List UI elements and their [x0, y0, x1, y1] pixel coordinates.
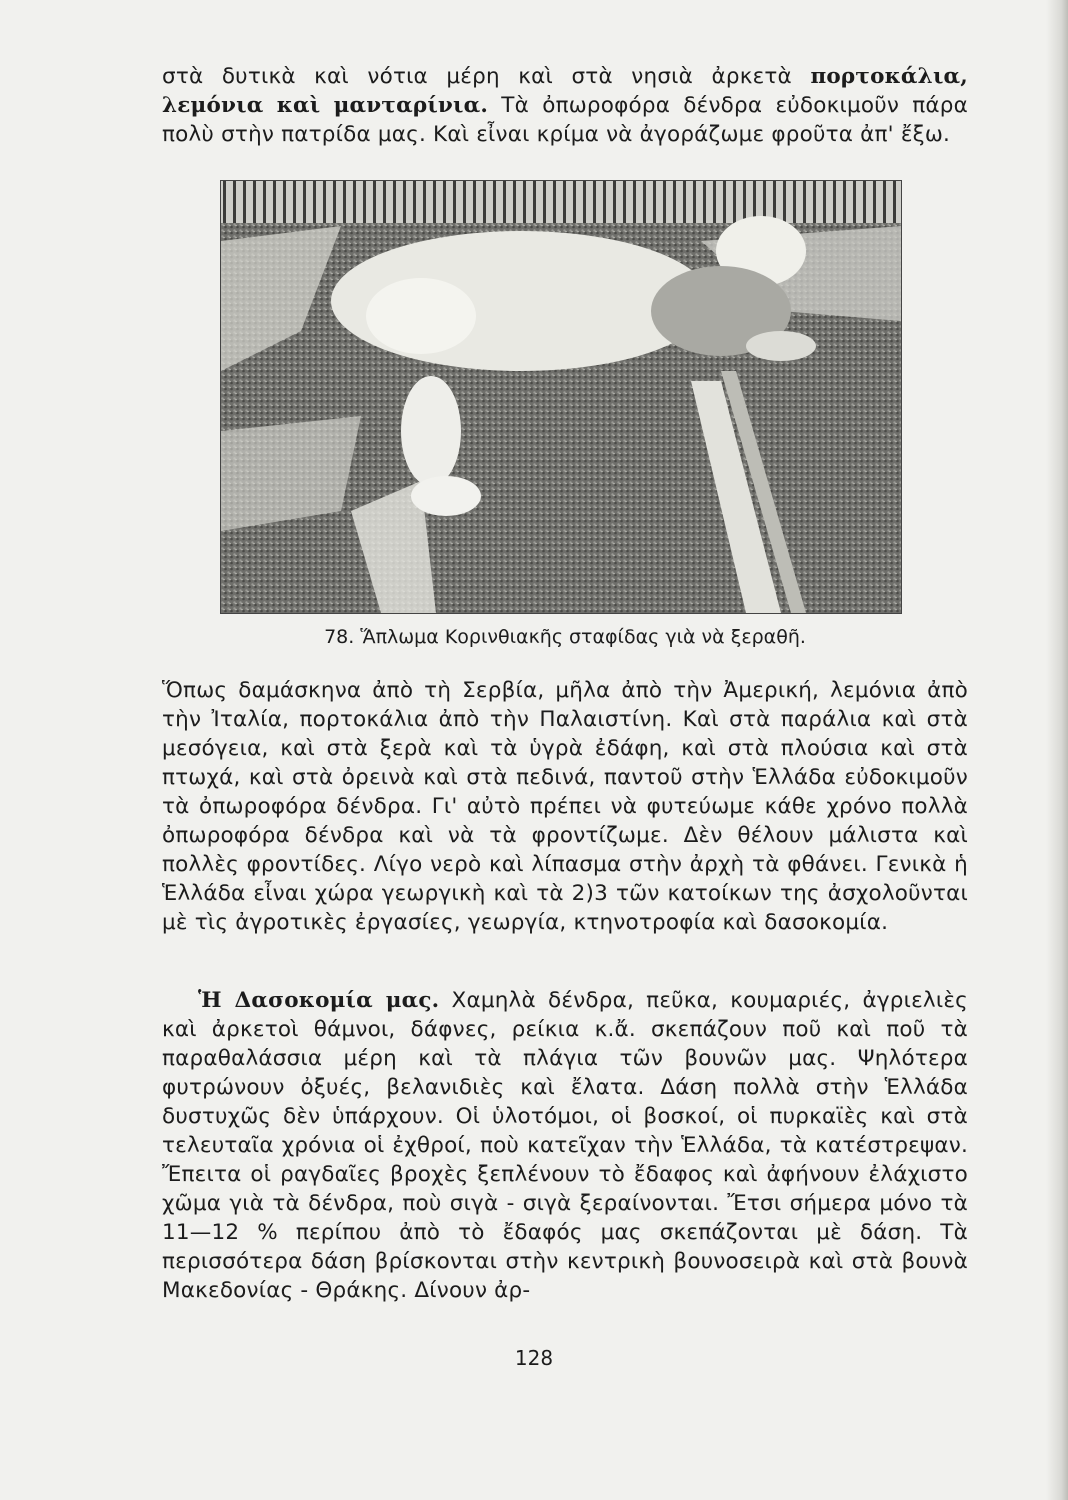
forestry-heading: Ἡ Δασοκομία μας.: [198, 988, 440, 1013]
middle-paragraph: [162, 676, 968, 937]
figure-photo: [220, 180, 902, 614]
forestry-paragraph: [162, 986, 968, 1305]
middle-paragraph-text: Ὅπως δαμάσκηνα ἀπὸ τὴ Σερβία, μῆλα ἀπὸ τὴν Ἀμερική, λεμόνια ἀπὸ τὴν Ἰταλία, πορτοκάλια ἀπὸ τὴν Παλαιστίνη. Καὶ στὰ παράλια καὶ στὰ μεσόγεια, καὶ στὰ ξερὰ καὶ τὰ ὑγρὰ ἐδάφη, καὶ στὰ πλούσια καὶ στὰ πτωχά, καὶ στὰ ὀρεινὰ καὶ στὰ πεδινά, παντοῦ στὴν Ἑλλάδα εὐδοκιμοῦν τὰ ὀπωροφόρα δένδρα. Γι' αὐτὸ πρέπει νὰ φυτεύωμε κάθε χρόνο πολλὰ ὀπωροφόρα δένδρα καὶ νὰ τὰ φροντίζωμε. Δὲν θέλουν μάλιστα καὶ πολλὲς φροντίδες. Λίγο νερὸ καὶ λίπασμα στὴν ἀρχὴ τὰ φθάνει. Γενικὰ ἡ Ἑλλάδα εἶναι χώρα γεωργικὴ καὶ τὰ 2)3 τῶν κατοίκων της ἀσχολοῦνται μὲ τὶς ἀγροτικὲς ἐργασίες, γεωργία, κτηνοτροφία καὶ δασοκομία.: [162, 678, 968, 935]
raisin-drying-photo: [221, 181, 901, 613]
page-edge: [1046, 0, 1068, 1500]
intro-lead: στὰ δυτικὰ καὶ νότια μέρη καὶ στὰ νησιὰ ἀρκετὰ: [162, 64, 792, 89]
intro-bold-fruits: πορτοκάλια, λεμόνια: [162, 64, 968, 118]
page-number: 128: [514, 1346, 554, 1370]
figure-caption: 78. Ἅπλωμα Κορινθιακῆς σταφίδας γιὰ νὰ ξεραθῆ.: [324, 626, 806, 648]
forestry-body: Χαμηλὰ δένδρα, πεῦκα, κουμαριές, ἀγριελιὲς καὶ ἀρκετοὶ θάμνοι, δάφνες, ρείκια κ.ἄ. σκεπάζουν ποῦ καὶ ποῦ τὰ παραθαλάσσια μέρη καὶ τὰ πλάγια τῶν βουνῶν μας. Ψηλότερα φυτρώνουν ὀξυές, βελανιδιὲς καὶ ἔλατα. Δάση πολλὰ στὴν Ἑλλάδα δυστυχῶς δὲν ὑπάρχουν. Οἱ ὑλοτόμοι, οἱ βοσκοί, οἱ πυρκαϊὲς καὶ στὰ τελευταῖα χρόνια οἱ ἐχθροί, ποὺ κατεῖχαν τὴν Ἑλλάδα, τὰ κατέστρεψαν. Ἔπειτα οἱ ραγδαῖες βροχὲς ξεπλένουν τὸ ἔδαφος καὶ ἀφήνουν ἐλάχιστο χῶμα γιὰ τὰ δένδρα, ποὺ σιγὰ - σιγὰ ξεραίνονται. Ἔτσι σήμερα μόνο τὰ 11—12 % περίπου ἀπὸ τὸ ἔδαφός μας σκεπάζονται μὲ δάση. Τὰ περισσότερα δάση βρίσκονται στὴν κεντρικὴ βουνοσειρὰ καὶ στὰ βουνὰ Μακεδονίας - Θράκης. Δίνουν ἀρ-: [162, 988, 968, 1303]
intro-paragraph: [162, 62, 968, 149]
intro-connector: καὶ: [276, 93, 321, 118]
intro-bold-mandarins: μανταρίνια.: [333, 93, 489, 118]
intro-rest: Τὰ ὀπωροφόρα δένδρα εὐδοκιμοῦν πάρα πολὺ στὴν πατρίδα μας. Καὶ εἶναι κρίμα νὰ ἀγοράζωμε φροῦτα ἀπ' ἔξω.: [162, 93, 968, 147]
